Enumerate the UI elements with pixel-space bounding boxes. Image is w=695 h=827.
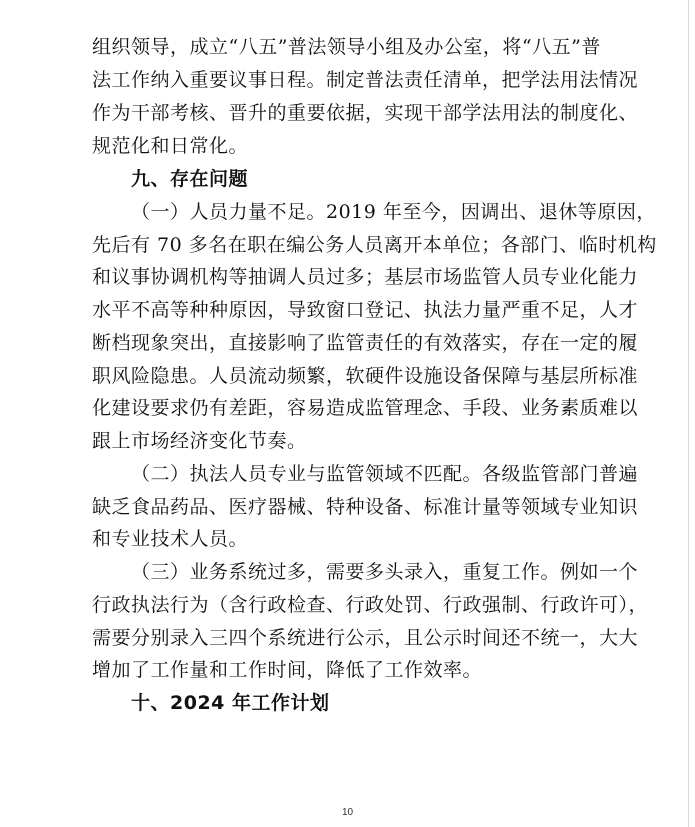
paragraph-line: 化建设要求仍有差距，容易造成监管理念、手段、业务素质难以 — [92, 397, 639, 419]
paragraph-line: 行政执法行为（含行政检查、行政处罚、行政强制、行政许可）， — [92, 594, 649, 616]
paragraph-line: 断档现象突出，直接影响了监管责任的有效落实，存在一定的履 — [92, 332, 639, 354]
paragraph-line: 职风险隐患。人员流动频繁，软硬件设施设备保障与基层所标准 — [92, 365, 639, 387]
paragraph-line: 法工作纳入重要议事日程。制定普法责任清单，把学法用法情况 — [92, 69, 639, 91]
paragraph-line: （三）业务系统过多，需要多头录入，重复工作。例如一个 — [131, 561, 639, 583]
page-edge-divider — [688, 0, 689, 827]
paragraph-line: 需要分别录入三四个系统进行公示，且公示时间还不统一，大大 — [92, 627, 639, 649]
paragraph-line: （二）执法人员专业与监管领域不匹配。各级监管部门普遍 — [131, 463, 639, 485]
page-number: 10 — [341, 807, 354, 818]
paragraph-line: 和议事协调机构等抽调人员过多；基层市场监管人员专业化能力 — [92, 266, 639, 288]
paragraph-line: 增加了工作量和工作时间，降低了工作效率。 — [92, 659, 483, 681]
paragraph-line: 组织领导，成立“八五”普法领导小组及办公室，将“八五”普 — [92, 36, 601, 58]
paragraph-line: 缺乏食品药品、医疗器械、特种设备、标准计量等领域专业知识 — [92, 496, 639, 518]
paragraph-line: （一）人员力量不足。2019 年至今，因调出、退休等原因， — [131, 201, 656, 223]
paragraph-line: 作为干部考核、晋升的重要依据，实现干部学法用法的制度化、 — [92, 102, 639, 124]
section-heading: 九、存在问题 — [131, 168, 249, 190]
paragraph-line: 和专业技术人员。 — [92, 528, 249, 550]
paragraph-line: 先后有 70 多名在职在编公务人员离开本单位；各部门、临时机构 — [92, 234, 657, 256]
paragraph-line: 规范化和日常化。 — [92, 135, 249, 157]
section-heading: 十、2024 年工作计划 — [131, 692, 330, 714]
paragraph-line: 跟上市场经济变化节奏。 — [92, 430, 307, 452]
paragraph-line: 水平不高等种种原因，导致窗口登记、执法力量严重不足，人才 — [92, 299, 639, 321]
